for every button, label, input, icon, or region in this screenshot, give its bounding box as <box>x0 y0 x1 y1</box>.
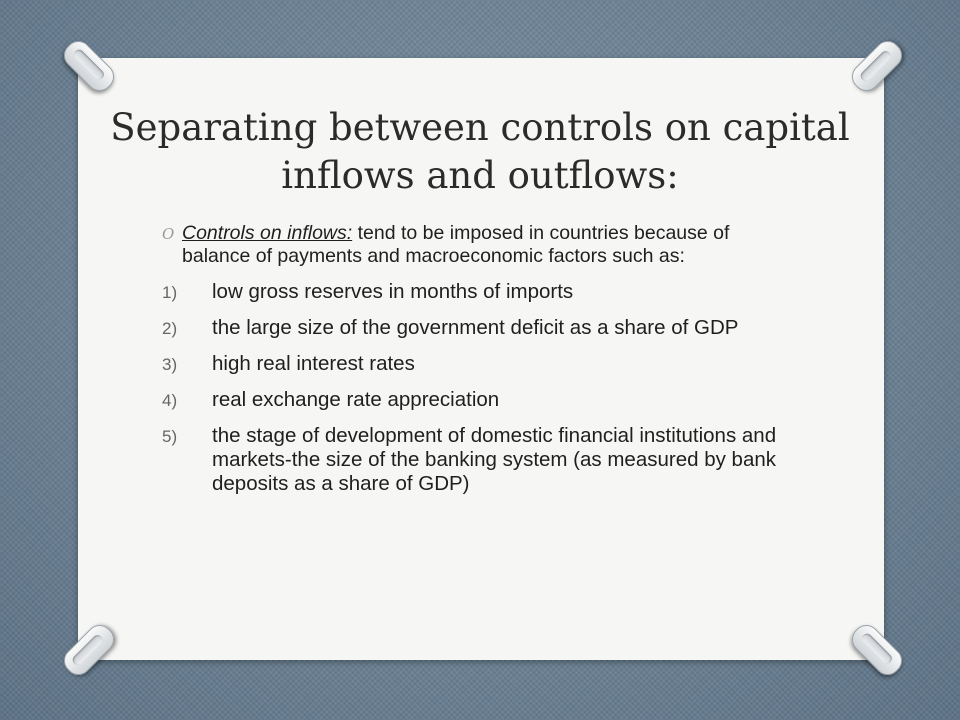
bullet-body-text: tend to be imposed in countries because of balance of payments and macroeconomic factors such as: <box>182 222 730 267</box>
numbered-item <box>160 316 800 340</box>
item-text: high real interest rates <box>212 352 415 375</box>
item-number: 5) <box>162 427 178 446</box>
numbered-item <box>160 280 800 304</box>
slide-title: Separating between controls on capital inflows and outflows: <box>110 106 850 197</box>
item-text: low gross reserves in months of imports <box>212 280 574 303</box>
item-text: real exchange rate appreciation <box>212 388 500 411</box>
bullet-marker: O <box>162 225 175 243</box>
numbered-item <box>160 352 800 376</box>
item-number: 3) <box>162 355 178 374</box>
numbered-item <box>160 388 800 412</box>
item-text: the stage of development of domestic financial institutions and markets-the size of the banking system (as measured by bank deposits as a share of GDP) <box>212 424 777 495</box>
slide-content <box>160 222 800 508</box>
bullet-item <box>160 222 800 268</box>
numbered-item <box>160 424 800 496</box>
item-number: 4) <box>162 391 178 410</box>
item-text: the large size of the government deficit as a share of GDP <box>212 316 739 339</box>
item-number: 2) <box>162 319 178 338</box>
bullet-lead-text: Controls on inflows: <box>182 222 353 244</box>
item-number: 1) <box>162 283 178 302</box>
